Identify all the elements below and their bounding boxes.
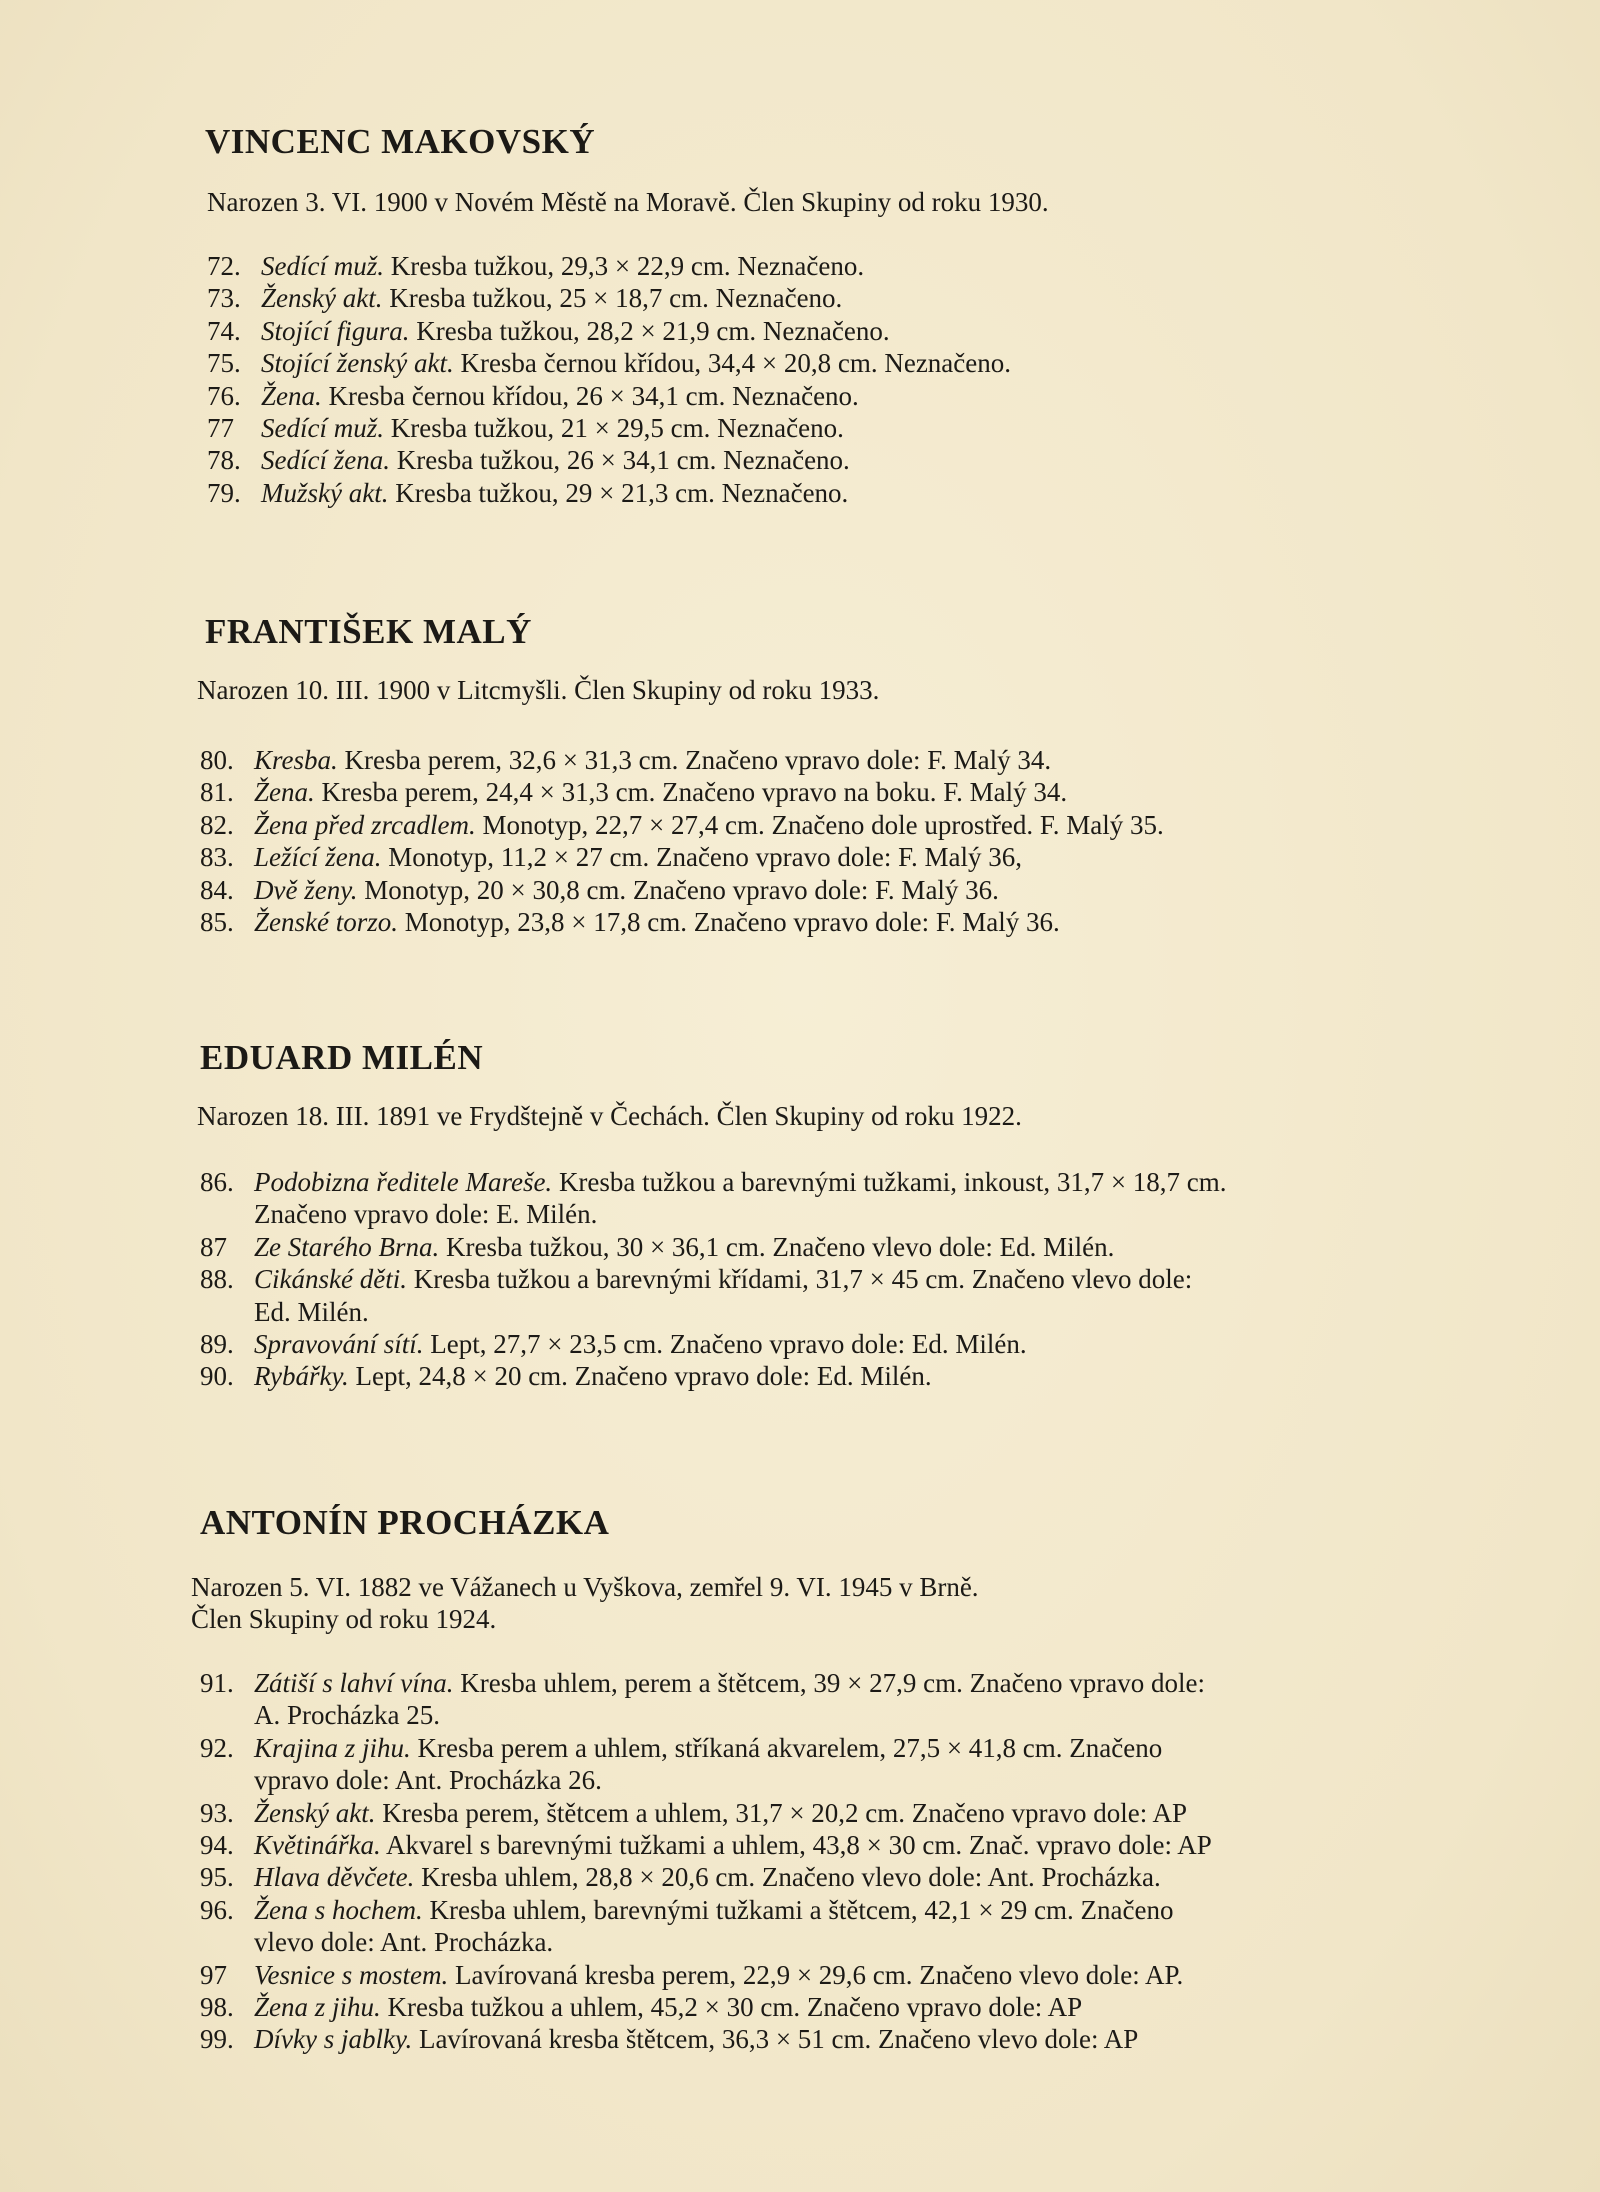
catalogue-entry <box>200 744 1164 776</box>
catalogue-entry <box>207 250 1011 282</box>
entry-line <box>200 1991 1212 2023</box>
entry-line <box>207 315 1011 347</box>
entry-number: 89. <box>200 1329 234 1360</box>
artwork-description: Monotyp, 20 × 30,8 cm. Značeno vpravo dole: F. Malý 36. <box>357 874 999 905</box>
catalogue-entry <box>200 1263 1227 1328</box>
catalogue-entry <box>200 906 1164 938</box>
artist-name: EDUARD MILÉN <box>200 1038 484 1077</box>
artwork-description: Kresba tužkou, 30 × 36,1 cm. Značeno vlevo dole: Ed. Milén. <box>439 1231 1115 1262</box>
artwork-title: Žena před zrcadlem. <box>254 809 476 840</box>
entry-line <box>200 1797 1212 1829</box>
bio-line: Narozen 5. VI. 1882 ve Vážanech u Vyškova, zemřel 9. VI. 1945 v Brně. <box>191 1572 979 1602</box>
artwork-title: Ženský akt. <box>261 283 383 314</box>
catalogue-entry <box>200 1667 1212 1732</box>
entry-number: 84. <box>200 874 234 905</box>
artwork-title: Sedící muž. <box>261 251 384 281</box>
entry-line <box>200 1263 1227 1295</box>
artwork-description: Kresba tužkou a barevnými křídami, 31,7 × 45 cm. Značeno vlevo dole: <box>406 1264 1193 1295</box>
artwork-title: Žena z jihu. <box>254 1992 381 2023</box>
entry-number: 72. <box>207 251 241 281</box>
entry-line <box>200 1959 1212 1991</box>
entry-line <box>200 1360 1227 1392</box>
catalogue-entry <box>200 2023 1212 2055</box>
entry-line <box>207 282 1011 314</box>
entry-line <box>200 1328 1227 1360</box>
artwork-description: Lavírovaná kresba perem, 22,9 × 29,6 cm. Značeno vlevo dole: AP. <box>448 1959 1184 1990</box>
artwork-description: Monotyp, 11,2 × 27 cm. Značeno vpravo dole: F. Malý 36, <box>381 842 1022 873</box>
artwork-description: Kresba uhlem, barevnými tužkami a štětcem, 42,1 × 29 cm. Značeno <box>422 1894 1174 1925</box>
artwork-description-continued: Značeno vpravo dole: E. Milén. <box>254 1199 598 1230</box>
entry-number: 77 <box>207 413 234 444</box>
artwork-description-continued: Ed. Milén. <box>254 1296 369 1327</box>
catalogue-list <box>207 250 1011 509</box>
artwork-description: Kresba perem, 24,4 × 31,3 cm. Značeno vpravo na boku. F. Malý 34. <box>314 777 1068 808</box>
catalogue-list <box>200 1166 1227 1393</box>
entry-number: 78. <box>207 445 241 476</box>
artwork-title: Žena. <box>261 380 322 411</box>
artwork-description: Kresba tužkou, 25 × 18,7 cm. Neznačeno. <box>382 283 843 314</box>
artwork-title: Kresba. <box>254 745 338 775</box>
artwork-description: Kresba tužkou a uhlem, 45,2 × 30 cm. Značeno vpravo dole: AP <box>380 1992 1083 2023</box>
artwork-title: Spravování sítí. <box>254 1329 424 1360</box>
artwork-description: Kresba tužkou, 26 × 34,1 cm. Neznačeno. <box>389 445 850 476</box>
entry-number: 79. <box>207 477 241 508</box>
artwork-title: Květinářka. <box>254 1830 381 1861</box>
entry-line <box>200 906 1164 938</box>
artwork-title: Sedící žena. <box>261 445 390 476</box>
catalogue-entry <box>200 1732 1212 1797</box>
entry-line <box>200 809 1164 841</box>
entry-line <box>207 380 1011 412</box>
artwork-description: Kresba tužkou, 29,3 × 22,9 cm. Neznačeno. <box>383 251 865 281</box>
catalogue-entry <box>200 809 1164 841</box>
bio-line: Člen Skupiny od roku 1924. <box>191 1604 497 1635</box>
artwork-description: Kresba černou křídou, 26 × 34,1 cm. Neznačeno. <box>321 380 859 411</box>
artwork-title: Stojící ženský akt. <box>261 348 454 379</box>
artwork-description: Kresba tužkou, 21 × 29,5 cm. Neznačeno. <box>383 413 844 444</box>
artist-bio <box>197 1100 1022 1132</box>
artwork-description: Kresba perem a uhlem, stříkaná akvarelem, 27,5 × 41,8 cm. Značeno <box>410 1732 1163 1763</box>
catalogue-entry <box>200 874 1164 906</box>
artwork-title: Vesnice s mostem. <box>254 1959 449 1990</box>
entry-number: 87 <box>200 1231 227 1262</box>
entry-line <box>207 444 1011 476</box>
entry-line <box>207 250 1011 282</box>
artwork-title: Sedící muž. <box>261 413 384 444</box>
entry-line <box>200 1861 1212 1893</box>
artwork-description: Kresba perem, štětcem a uhlem, 31,7 × 20,2 cm. Značeno vpravo dole: AP <box>375 1797 1187 1828</box>
bio-line: Narozen 10. III. 1900 v Litcmyšli. Člen Skupiny od roku 1933. <box>197 675 880 705</box>
artwork-title: Ženské torzo. <box>254 907 398 938</box>
catalogue-entry <box>207 282 1011 314</box>
entry-line <box>200 1667 1212 1699</box>
entry-number: 76. <box>207 380 241 411</box>
artist-bio <box>207 186 1049 218</box>
artist-name: VINCENC MAKOVSKÝ <box>205 122 596 161</box>
entry-line <box>200 841 1164 873</box>
entry-number: 99. <box>200 2024 234 2055</box>
entry-line <box>200 776 1164 808</box>
artwork-description: Kresba perem, 32,6 × 31,3 cm. Značeno vpravo dole: F. Malý 34. <box>337 745 1052 775</box>
artist-bio <box>191 1571 979 1636</box>
catalogue-entry <box>207 412 1011 444</box>
bio-line: Narozen 3. VI. 1900 v Novém Městě na Moravě. Člen Skupiny od roku 1930. <box>207 187 1049 217</box>
entry-line <box>207 412 1011 444</box>
artist-bio <box>197 674 879 706</box>
artwork-title: Krajina z jihu. <box>254 1732 411 1763</box>
entry-number: 73. <box>207 283 241 314</box>
entry-line <box>200 1732 1212 1764</box>
artwork-description: Lavírovaná kresba štětcem, 36,3 × 51 cm. Značeno vlevo dole: AP <box>412 2024 1139 2055</box>
catalogue-entry <box>200 1166 1227 1231</box>
entry-number: 95. <box>200 1862 234 1893</box>
catalogue-entry <box>207 477 1011 509</box>
artwork-title: Žena s hochem. <box>254 1894 423 1925</box>
catalogue-entry <box>200 1360 1227 1392</box>
artwork-description: Monotyp, 23,8 × 17,8 cm. Značeno vpravo dole: F. Malý 36. <box>398 907 1060 938</box>
catalogue-entry <box>207 315 1011 347</box>
entry-number: 94. <box>200 1830 234 1861</box>
artwork-title: Stojící figura. <box>261 315 410 346</box>
artwork-description: Akvarel s barevnými tužkami a uhlem, 43,8 × 30 cm. Znač. vpravo dole: AP <box>380 1830 1212 1861</box>
entry-number: 97 <box>200 1959 227 1990</box>
catalogue-entry <box>207 347 1011 379</box>
artwork-title: Cikánské děti. <box>254 1264 407 1295</box>
bio-line: Narozen 18. III. 1891 ve Frydštejně v Čechách. Člen Skupiny od roku 1922. <box>197 1101 1022 1131</box>
entry-number: 93. <box>200 1797 234 1828</box>
entry-number: 96. <box>200 1894 234 1925</box>
entry-number: 90. <box>200 1361 234 1392</box>
catalogue-entry <box>200 1328 1227 1360</box>
catalogue-entry <box>200 1829 1212 1861</box>
catalogue-entry <box>200 1894 1212 1959</box>
artwork-title: Dvě ženy. <box>254 874 358 905</box>
catalogue-entry <box>200 1797 1212 1829</box>
catalogue-entry <box>200 1231 1227 1263</box>
entry-number: 81. <box>200 777 234 808</box>
artwork-title: Podobizna ředitele Mareše. <box>254 1167 553 1197</box>
entry-number: 88. <box>200 1264 234 1295</box>
entry-line <box>200 744 1164 776</box>
artwork-description-continued: A. Procházka 25. <box>254 1700 440 1731</box>
artwork-description: Kresba tužkou, 29 × 21,3 cm. Neznačeno. <box>388 477 849 508</box>
artwork-description: Monotyp, 22,7 × 27,4 cm. Značeno dole uprostřed. F. Malý 35. <box>475 809 1164 840</box>
artwork-description-continued: vpravo dole: Ant. Procházka 26. <box>254 1765 602 1796</box>
artwork-title: Zátiší s lahví vína. <box>254 1668 454 1698</box>
artist-name: ANTONÍN PROCHÁZKA <box>200 1503 610 1542</box>
catalogue-entry <box>200 1861 1212 1893</box>
artwork-title: Ze Starého Brna. <box>254 1231 440 1262</box>
artwork-title: Ležící žena. <box>254 842 382 873</box>
entry-number: 86. <box>200 1167 234 1197</box>
entry-line <box>200 1894 1212 1926</box>
artwork-description: Kresba tužkou, 28,2 × 21,9 cm. Neznačeno. <box>409 315 890 346</box>
entry-line <box>200 1166 1227 1198</box>
catalogue-entry <box>200 1991 1212 2023</box>
artwork-description: Lept, 24,8 × 20 cm. Značeno vpravo dole: Ed. Milén. <box>348 1361 932 1392</box>
artwork-title: Dívky s jablky. <box>254 2024 413 2055</box>
artwork-title: Hlava děvčete. <box>254 1862 415 1893</box>
artwork-description: Kresba uhlem, perem a štětcem, 39 × 27,9 cm. Značeno vpravo dole: <box>453 1668 1205 1698</box>
catalogue-entry <box>207 444 1011 476</box>
artwork-title: Ženský akt. <box>254 1797 376 1828</box>
entry-line <box>207 347 1011 379</box>
artwork-title: Mužský akt. <box>261 477 389 508</box>
entry-number: 91. <box>200 1668 234 1698</box>
artwork-description: Kresba tužkou a barevnými tužkami, inkoust, 31,7 × 18,7 cm. <box>552 1167 1227 1197</box>
artwork-title: Rybářky. <box>254 1361 349 1392</box>
artist-name: FRANTIŠEK MALÝ <box>205 612 532 651</box>
entry-line <box>200 874 1164 906</box>
entry-number: 92. <box>200 1732 234 1763</box>
entry-number: 75. <box>207 348 241 379</box>
entry-number: 85. <box>200 907 234 938</box>
catalogue-list <box>200 1667 1212 2056</box>
entry-line <box>200 2023 1212 2055</box>
catalogue-entry <box>200 1959 1212 1991</box>
entry-number: 80. <box>200 745 234 775</box>
artwork-description: Kresba černou křídou, 34,4 × 20,8 cm. Neznačeno. <box>453 348 1011 379</box>
catalogue-entry <box>207 380 1011 412</box>
artwork-title: Žena. <box>254 777 315 808</box>
catalogue-list <box>200 744 1164 938</box>
artwork-description: Lept, 27,7 × 23,5 cm. Značeno vpravo dole: Ed. Milén. <box>423 1329 1027 1360</box>
entry-number: 83. <box>200 842 234 873</box>
artwork-description-continued: vlevo dole: Ant. Procházka. <box>254 1927 554 1958</box>
entry-number: 74. <box>207 315 241 346</box>
catalogue-entry <box>200 841 1164 873</box>
artwork-description: Kresba uhlem, 28,8 × 20,6 cm. Značeno vlevo dole: Ant. Procházka. <box>414 1862 1161 1893</box>
entry-line <box>200 1231 1227 1263</box>
entry-number: 98. <box>200 1992 234 2023</box>
entry-number: 82. <box>200 809 234 840</box>
entry-line <box>200 1829 1212 1861</box>
entry-line <box>207 477 1011 509</box>
catalogue-entry <box>200 776 1164 808</box>
